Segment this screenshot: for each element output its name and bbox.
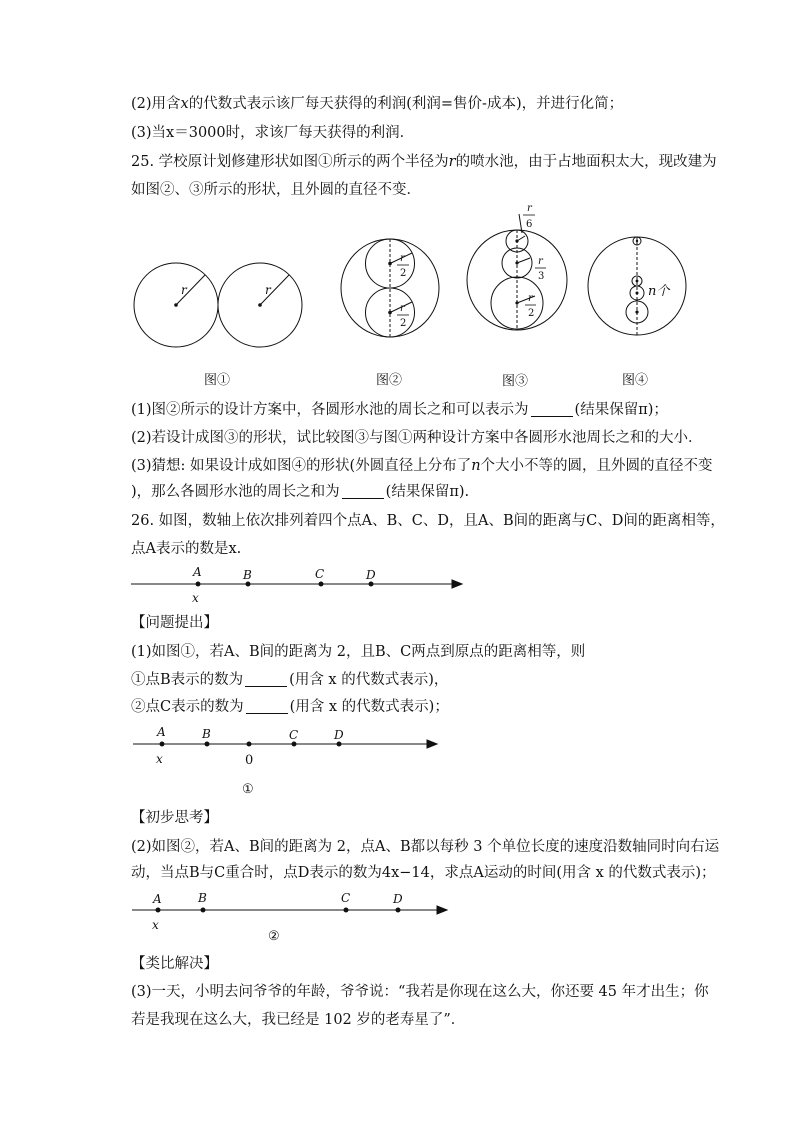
q25-part3: (3)猜想: 如果设计成如图④的形状(外圆直径上分布了n个大小不等的圆，且外圆的直径不变	[131, 458, 713, 474]
q26-part3-line2: 若是我现在这么大，我已经是 102 岁的老寿星了”．	[131, 1012, 466, 1028]
fig4-caption: 图④	[622, 373, 649, 388]
fig3-caption: 图③	[502, 374, 529, 389]
fig2-upper-frac-num: r	[400, 253, 405, 264]
fig2-lower-frac-num: r	[400, 303, 405, 314]
fig1-label-b: B	[202, 727, 211, 741]
answer-blank[interactable]	[342, 484, 384, 499]
section-thinking: 【初步思考】	[131, 810, 218, 826]
section-problem: 【问题提出】	[131, 615, 218, 631]
fig1-label-zero: 0	[245, 753, 254, 768]
q24-part3: (3)当x＝3000时，求该厂每天获得的利润．	[131, 125, 415, 141]
fig3-mid-frac-num: r	[538, 256, 543, 267]
q26-part1: (1)如图①，若A、B间的距离为 2，且B、C两点到原点的距离相等，则	[131, 644, 586, 660]
q26-part3-line1: (3)一天，小明去问爷爷的年龄，爷爷说：“我若是你现在这么大，你还要 45 年才出生；你	[131, 984, 709, 1000]
answer-blank[interactable]	[246, 699, 288, 714]
q26-part1-b: ②点C表示的数为 (用含 x 的代数式表示)；	[131, 699, 449, 715]
top-label-b: B	[243, 568, 252, 582]
q25-part2: (2)若设计成图③的形状，试比较图③与图①两种设计方案中各圆形水池周长之和的大小．	[131, 430, 703, 446]
fig2-upper-frac-den: 2	[400, 268, 407, 279]
fig3-low-frac-den: 2	[528, 308, 535, 319]
q25-stem-line1: 25. 学校原计划修建形状如图①所示的两个半径为r的喷水池，由于占地面积太大，现改建为	[131, 154, 717, 170]
top-label-d: D	[366, 568, 376, 582]
fig3-medium-radius	[517, 258, 530, 263]
answer-blank[interactable]	[531, 402, 573, 417]
answer-blank[interactable]	[245, 672, 287, 687]
fig2-caption: 图②	[376, 373, 403, 388]
fig1-label-c: C	[289, 728, 299, 742]
fig3-low-frac-num: r	[528, 293, 533, 304]
section-analogy: 【类比解决】	[131, 956, 218, 972]
nl-fig1-caption: ①	[242, 782, 254, 797]
top-label-a: A	[193, 565, 202, 579]
q26-part2-line2: 动，当点B与C重合时，点D表示的数为4x−14，求点A运动的时间(用含 x 的代数式表示)；	[131, 865, 716, 881]
fig3-top-frac-den: 6	[526, 219, 533, 230]
fig3-top-frac-num: r	[527, 203, 532, 214]
fig1-caption: 图①	[204, 373, 231, 388]
q25-part1: (1)图②所示的设计方案中，各圆形水池的周长之和可以表示为 (结果保留π)；	[131, 402, 668, 418]
fig2-label-x: x	[152, 918, 159, 932]
q25-figures	[0, 0, 794, 400]
fig1-label-d: D	[334, 728, 344, 742]
fig2-label-b: B	[198, 891, 207, 905]
fig2-lower-frac-den: 2	[400, 318, 407, 329]
q26-stem-line1: 26. 如图，数轴上依次排列着四个点A、B、C、D，且A、B间的距离与C、D间的距离相等，	[131, 513, 725, 529]
fig2-label-c: C	[341, 891, 351, 905]
q24-part2: (2)用含x的代数式表示该厂每天获得的利润(利润=售价-成本)，并进行化简；	[131, 96, 624, 112]
q26-stem-line2: 点A表示的数是x.	[131, 541, 242, 557]
fig2-label-d: D	[393, 892, 403, 906]
fig1-label-x: x	[156, 752, 163, 766]
fig2-label-a: A	[153, 892, 162, 906]
top-label-c: C	[315, 567, 325, 581]
q26-part1-a: ①点B表示的数为 (用含 x 的代数式表示)，	[131, 672, 449, 688]
top-label-x: x	[192, 591, 199, 605]
fig1-label-a: A	[157, 725, 166, 739]
fig3-mid-frac-den: 3	[538, 271, 545, 282]
nl-fig2-caption: ②	[268, 929, 280, 944]
fig1-right-r-label: r	[265, 283, 271, 297]
fig1-left-r-label: r	[181, 283, 187, 297]
q25-part3-cont: )，那么各圆形水池的周长之和为 (结果保留π).	[131, 484, 470, 500]
q25-stem-line2: 如图②、③所示的形状，且外圆的直径不变．	[131, 182, 421, 198]
fig4-n-label: n个	[648, 284, 670, 299]
q26-part2-line1: (2)如图②，若A、B间的距离为 2，点A、B都以每秒 3 个单位长度的速度沿数轴同时向右运	[131, 839, 720, 855]
